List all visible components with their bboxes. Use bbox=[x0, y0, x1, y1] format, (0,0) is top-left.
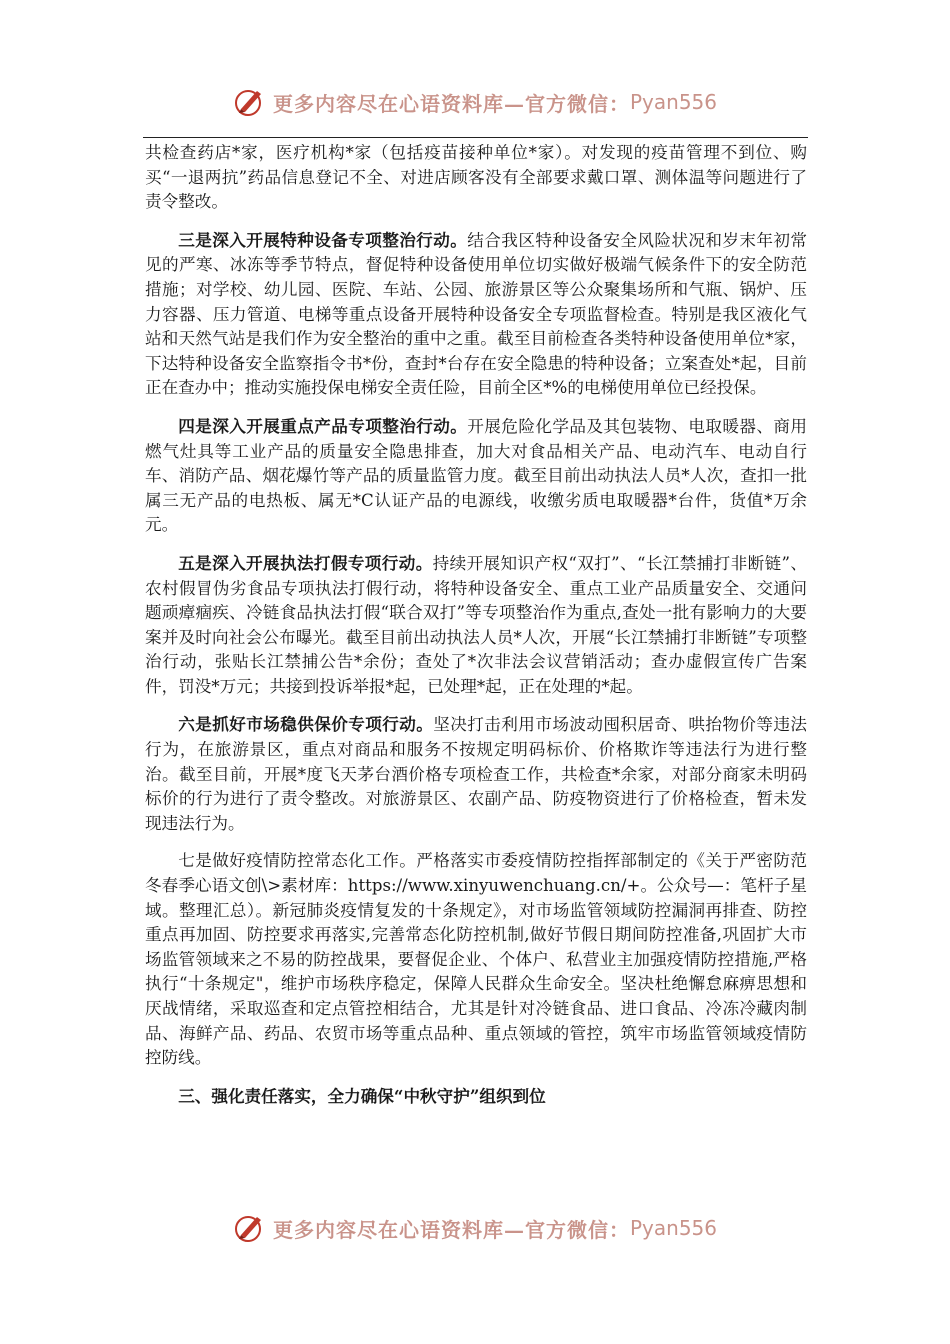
paragraph-text: 结合我区特种设备安全风险状况和岁末年初常见的严寒、冰冻等季节特点，督促特种设备使用单位切实做好极端气候条件下的安全防范措施；对学校、幼儿园、医院、车站、公园、旅游景区等公众聚集场所和气瓶、锅炉、压力容器、压力管道、电梯等重点设备开展特种设备安全专项监督检查。特别是我区液化气站和天然气站是我们作为安全整治的重中之重。截至目前检查各类特种设备使用单位*家，下达特种设备安全监察指令书*份，查封*台存在安全隐患的特种设备；立案查处*起，目前正在查办中；推动实施投保电梯安全责任险，目前全区*%的电梯使用单位已经投保。 bbox=[145, 230, 808, 398]
paragraph-lead: 六是抓好市场稳供保价专项行动。 bbox=[178, 714, 434, 735]
paragraph-lead: 四是深入开展重点产品专项整治行动。 bbox=[178, 415, 468, 436]
paragraph-key-products bbox=[145, 414, 807, 538]
paragraph-text: 七是做好疫情防控常态化工作。严格落实市委疫情防控指挥部制定的《关于严密防范冬春季心语文创\>素材库：https://www.xinyuwenchuang.cn/+。公众号—：笔杆子星域。整理汇总）。新冠肺炎疫情复发的十条规定》，对市场监管领域防控漏洞再排查、防控重点再加固、防控要求再落实,完善常态化防控机制,做好节假日期间防控准备,巩固扩大市场监管领域来之不易的防控战果，要督促企业、个体户、私营业主加强疫情防控措施,严格执行“十条规定"，维护市场秩序稳定，保障人民群众生命安全。坚决杜绝懈怠麻痹思想和厌战情绪，采取巡查和定点管控相结合，尤其是针对冷链食品、进口食品、冷冻冷藏肉制品、海鲜产品、药品、农贸市场等重点品种、重点领域的管控，筑牢市场监管领域疫情防控防线。 bbox=[145, 851, 807, 1068]
banner-handle: Pyan556 bbox=[629, 1216, 717, 1240]
paragraph-text: 开展危险化学品及其包装物、电取暖器、商用燃气灶具等工业产品的质量安全隐患排查，加大对食品相关产品、电动汽车、电动自行车、消防产品、烟花爆竹等产品的质量监管力度。截至目前出动执法人员*人次，查扣一批属三无产品的电热板、属无*C认证产品的电源线，收缴劣质电取暖器*台件，货值*万余元。 bbox=[145, 416, 808, 535]
paragraph-lead: 三是深入开展特种设备专项整治行动。 bbox=[178, 229, 468, 250]
section-heading: 三、强化责任落实，全力确保“中秋守护”组织到位 bbox=[178, 1085, 546, 1106]
banner-text: 更多内容尽在心语资料库—官方微信： bbox=[272, 91, 630, 116]
footer-banner bbox=[0, 1208, 950, 1248]
document-body bbox=[145, 141, 807, 1121]
header-banner bbox=[0, 82, 950, 122]
paragraph-text: 持续开展知识产权“双打”、“长江禁捕打非断链”、农村假冒伪劣食品专项执法打假行动，将特种设备安全、重点工业产品质量安全、交通问题顽瘴痼疾、冷链食品执法打假“联合双打”等专项整治作为重点,查处一批有影响力的大要案并及时向社会公布曝光。截至目前出动执法人员*人次，开展“长江禁捕打非断链”专项整治行动，张贴长江禁捕公告*余份；查处了*次非法会议营销活动；查办虚假宣传广告案件，罚没*万元；共接到投诉举报*起，已处理*起，正在处理的*起。 bbox=[145, 553, 807, 696]
paragraph-anti-counterfeit bbox=[145, 551, 807, 700]
paragraph-continuation bbox=[145, 141, 807, 215]
pen-logo-icon bbox=[233, 1211, 267, 1245]
paragraph-lead: 五是深入开展执法打假专项行动。 bbox=[178, 552, 433, 573]
pen-logo-icon bbox=[233, 85, 267, 119]
paragraph-price-stability bbox=[145, 712, 807, 836]
banner-handle: Pyan556 bbox=[629, 90, 717, 114]
paragraph-special-equipment bbox=[145, 228, 807, 401]
paragraph-text: 共检查药店*家，医疗机构*家（包括疫苗接种单位*家）。对发现的疫苗管理不到位、购买“一退两抗”药品信息登记不全、对进店顾客没有全部要求戴口罩、测体温等问题进行了责令整改。 bbox=[145, 143, 807, 212]
header-divider bbox=[143, 137, 808, 138]
paragraph-text: 坚决打击利用市场波动囤积居奇、哄抬物价等违法行为，在旅游景区，重点对商品和服务不按规定明码标价、价格欺诈等违法行为进行整治。截至目前，开展*度飞天茅台酒价格专项检查工作，共检查*余家，对部分商家未明码标价的行为进行了责令整改。对旅游景区、农副产品、防疫物资进行了价格检查，暂未发现违法行为。 bbox=[145, 715, 808, 833]
banner-text: 更多内容尽在心语资料库—官方微信： bbox=[272, 1217, 630, 1242]
paragraph-epidemic-control bbox=[145, 849, 807, 1070]
